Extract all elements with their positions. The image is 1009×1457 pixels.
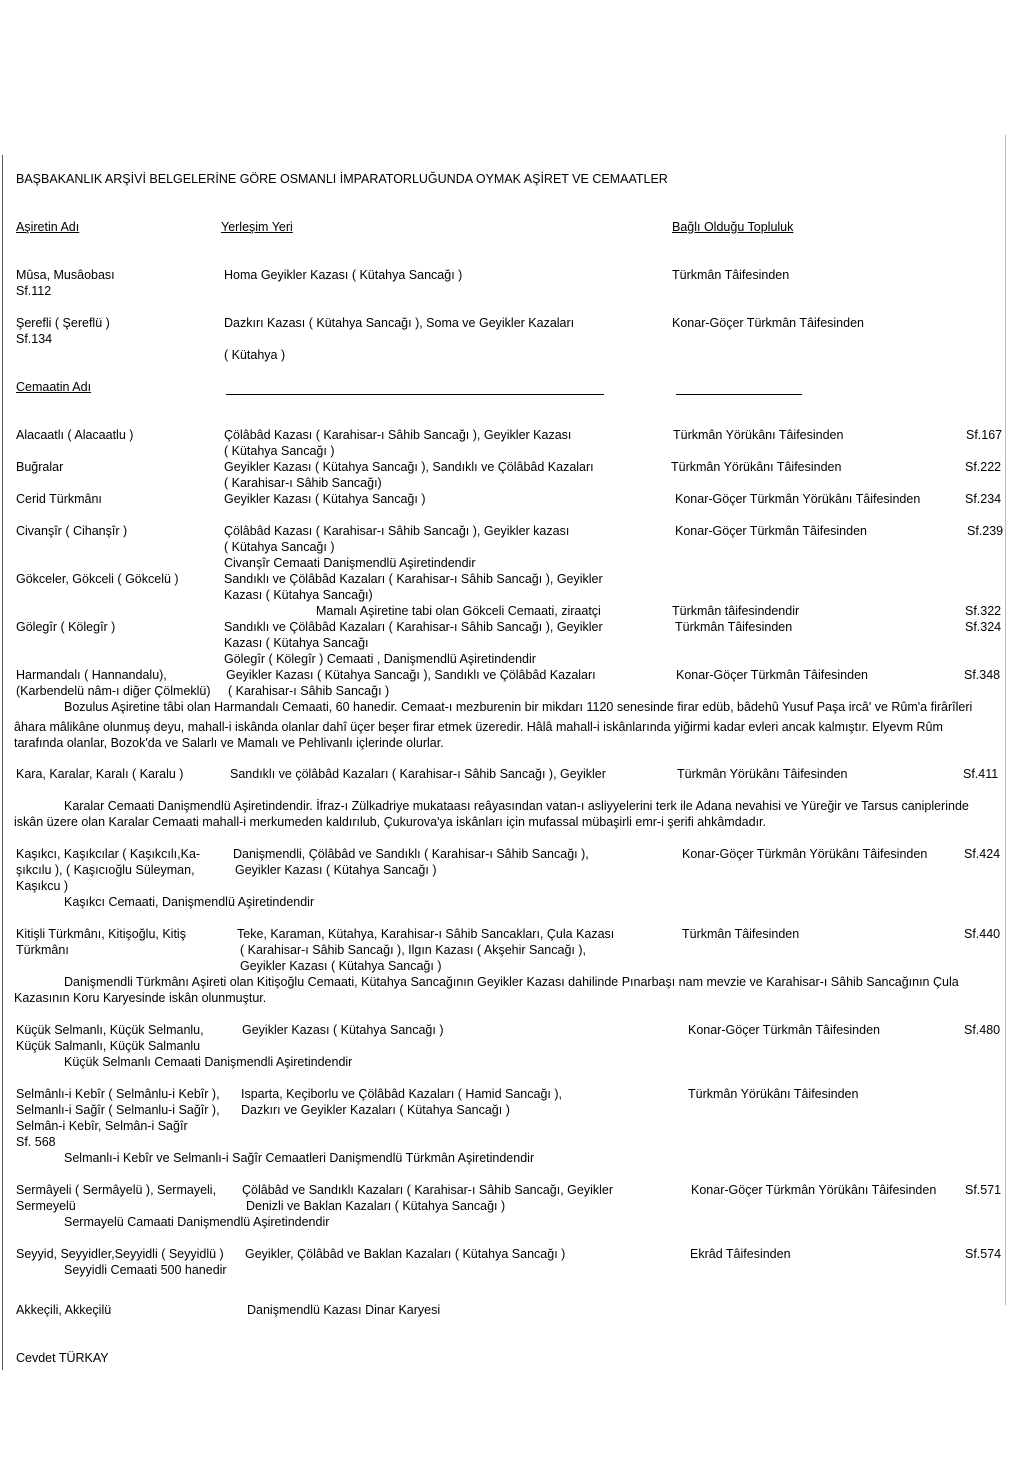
selmanli-page: Sf. 568 <box>16 1135 56 1149</box>
kitisli-page: Sf.440 <box>964 927 1001 941</box>
kara-paragraph-1: Karalar Cemaati Danişmendlü Aşiretindendir. İfraz-ı Zülkadriye mukataası reâyasından vatan-ı asliyyelerini terk ile Adana nevahisi ve Yüreğir ve Tarsus caniplerinde <box>64 799 969 813</box>
selmanli-place-2: Dazkırı ve Geyikler Kazaları ( Kütahya Sancağı ) <box>241 1103 510 1117</box>
selmanli-name-1: Selmânlı-i Kebîr ( Selmânlu-i Kebîr ), <box>16 1087 220 1101</box>
alacaatli-place-1: Çölâbâd Kazası ( Karahisar-ı Sâhib Sancağı ), Geyikler Kazası <box>224 428 572 442</box>
kucuk-name-1: Küçük Selmanlı, Küçük Selmanlu, <box>16 1023 204 1037</box>
akkecili-place: Danişmendlü Kazası Dinar Karyesi <box>247 1303 441 1317</box>
gokceler-place-2: Kazası ( Kütahya Sancağı) <box>224 588 373 602</box>
kitisli-name-1: Kitişli Türkmânı, Kitişoğlu, Kitiş <box>16 927 186 941</box>
kasikci-place-1: Danişmendli, Çölâbâd ve Sandıklı ( Karahisar-ı Sâhib Sancağı ), <box>233 847 589 861</box>
sermayeli-name-1: Sermâyeli ( Sermâyelü ), Sermayeli, <box>16 1183 217 1197</box>
author-signature: Cevdet TÜRKAY <box>16 1351 109 1365</box>
divider-line-left <box>226 394 604 395</box>
gokceler-page: Sf.322 <box>965 604 1002 618</box>
kasikci-group: Konar-Göçer Türkmân Yörükânı Tâifesinden <box>682 847 928 861</box>
kara-paragraph-2: iskân üzere olan Karalar Cemaati mahall-i merkumeden kaldırılub, Çukurova'ya iskânları için mufassal mübaşirli emr-i şerifi ahkâmdadır. <box>14 815 766 829</box>
divider-line-right <box>676 394 802 395</box>
sermayeli-note: Sermayelü Camaati Danişmendlü Aşiretindendir <box>64 1215 330 1229</box>
akkecili-name: Akkeçili, Akkeçilü <box>16 1303 112 1317</box>
harmandali-group: Konar-Göçer Türkmân Tâifesinden <box>676 668 868 682</box>
civansir-name: Civanşîr ( Cihanşîr ) <box>16 524 128 538</box>
kasikci-page: Sf.424 <box>964 847 1001 861</box>
harmandali-page: Sf.348 <box>964 668 1001 682</box>
harmandali-paragraph-3: tarafında olanlar, Bozok'da ve Salarlı ve Mamalı ve Pehlivanlı içlerinde olurlar. <box>14 736 444 750</box>
sermayeli-page: Sf.571 <box>965 1183 1002 1197</box>
civansir-place-2: ( Kütahya Sancağı ) <box>224 540 335 554</box>
gokceler-note: Mamalı Aşiretine tabi olan Gökceli Cemaati, ziraatçi <box>316 604 601 618</box>
kasikci-name-2: şıkcılu ), ( Kaşıcıoğlu Süleyman, <box>16 863 195 877</box>
kitisli-place-3: Geyikler Kazası ( Kütahya Sancağı ) <box>240 959 442 973</box>
golegir-place-2: Kazası ( Kütahya Sancağı <box>224 636 369 650</box>
selmanli-name-3: Selmân-i Kebîr, Selmân-i Sağîr <box>16 1119 188 1133</box>
kasikci-name-3: Kaşıkcu ) <box>16 879 69 893</box>
seyyid-group: Ekrâd Tâifesinden <box>690 1247 791 1261</box>
kasikci-note: Kaşıkcı Cemaati, Danişmendlü Aşiretindendir <box>64 895 315 909</box>
sermayeli-place-2: Denizli ve Baklan Kazaları ( Kütahya Sancağı ) <box>246 1199 506 1213</box>
harmandali-name-1: Harmandalı ( Hannandalu), <box>16 668 167 682</box>
selmanli-name-2: Selmanlı-i Sağîr ( Selmanlu-i Sağîr ), <box>16 1103 220 1117</box>
cerid-name: Cerid Türkmânı <box>16 492 102 506</box>
musa-group: Türkmân Tâifesinden <box>672 268 790 282</box>
kasikci-name-1: Kaşıkcı, Kaşıkcılar ( Kaşıkcılı,Ka- <box>16 847 201 861</box>
golegir-note: Gölegîr ( Kölegîr ) Cemaati , Danişmendlü Aşiretindendir <box>224 652 536 666</box>
seyyid-note: Seyyidli Cemaati 500 hanedir <box>64 1263 227 1277</box>
kara-page: Sf.411 <box>963 767 999 781</box>
left-page-border <box>2 155 3 1370</box>
harmandali-place-2: ( Karahisar-ı Sâhib Sancağı ) <box>228 684 390 698</box>
sermayeli-group: Konar-Göçer Türkmân Yörükânı Tâifesinden <box>691 1183 937 1197</box>
sermayeli-name-2: Sermeyelü <box>16 1199 76 1213</box>
civansir-place-1: Çölâbâd Kazası ( Karahisar-ı Sâhib Sancağı ), Geyikler kazası <box>224 524 570 538</box>
sermayeli-place-1: Çölâbâd ve Sandıklı Kazaları ( Karahisar-ı Sâhib Sancağı, Geyikler <box>242 1183 614 1197</box>
kitisli-place-2: ( Karahisar-ı Sâhib Sancağı ), Ilgın Kazası ( Akşehir Sancağı ), <box>240 943 586 957</box>
alacaatli-page: Sf.167 <box>966 428 1003 442</box>
cerid-place: Geyikler Kazası ( Kütahya Sancağı ) <box>224 492 426 506</box>
kucuk-group: Konar-Göçer Türkmân Tâifesinden <box>688 1023 880 1037</box>
cerid-group: Konar-Göçer Türkmân Yörükânı Tâifesinden <box>675 492 921 506</box>
gokceler-name: Gökceler, Gökceli ( Gökcelü ) <box>16 572 179 586</box>
alacaatli-group: Türkmân Yörükânı Tâifesinden <box>673 428 844 442</box>
kara-place: Sandıklı ve çölâbâd Kazaları ( Karahisar-ı Sâhib Sancağı ), Geyikler <box>230 767 606 781</box>
harmandali-name-2: (Karbendelü nâm-ı diğer Çölmeklü) <box>16 684 211 698</box>
serefli-name: Şerefli ( Şereflü ) <box>16 316 110 330</box>
kara-name: Kara, Karalar, Karalı ( Karalu ) <box>16 767 184 781</box>
kucuk-page: Sf.480 <box>964 1023 1001 1037</box>
gokceler-group: Türkmân tâifesindendir <box>672 604 800 618</box>
civansir-page: Sf.239 <box>967 524 1004 538</box>
kitisli-paragraph-2: Kazasının Koru Karyesinde iskân olunmuştur. <box>14 991 267 1005</box>
header-asiret: Aşiretin Adı <box>16 220 80 234</box>
selmanli-note: Selmanlı-i Kebîr ve Selmanlı-i Sağîr Cemaatleri Danişmendlü Türkmân Aşiretindendir <box>64 1151 535 1165</box>
golegir-name: Gölegîr ( Kölegîr ) <box>16 620 116 634</box>
kara-group: Türkmân Yörükânı Tâifesinden <box>677 767 848 781</box>
bugralar-page: Sf.222 <box>965 460 1002 474</box>
bugralar-place-2: ( Karahisar-ı Sâhib Sancağı) <box>224 476 382 490</box>
bugralar-group: Türkmân Yörükânı Tâifesinden <box>671 460 842 474</box>
document-title: BAŞBAKANLIK ARŞİVİ BELGELERİNE GÖRE OSMANLI İMPARATORLUĞUNDA OYMAK AŞİRET VE CEMAATLER <box>16 172 668 186</box>
civansir-note: Civanşîr Cemaati Danişmendlü Aşiretindendir <box>224 556 476 570</box>
header-bagli: Bağlı Olduğu Topluluk <box>672 220 794 234</box>
alacaatli-place-2: ( Kütahya Sancağı ) <box>224 444 335 458</box>
selmanli-place-1: Isparta, Keçiborlu ve Çölâbâd Kazaları ( Hamid Sancağı ), <box>241 1087 562 1101</box>
golegir-page: Sf.324 <box>965 620 1002 634</box>
cerid-page: Sf.234 <box>965 492 1002 506</box>
serefli-place-1: Dazkırı Kazası ( Kütahya Sancağı ), Soma ve Geyikler Kazaları <box>224 316 575 330</box>
kucuk-place: Geyikler Kazası ( Kütahya Sancağı ) <box>242 1023 444 1037</box>
header-cemaat: Cemaatin Adı <box>16 380 92 394</box>
alacaatli-name: Alacaatlı ( Alacaatlu ) <box>16 428 134 442</box>
seyyid-page: Sf.574 <box>965 1247 1002 1261</box>
musa-page: Sf.112 <box>16 284 52 298</box>
golegir-group: Türkmân Tâifesinden <box>675 620 793 634</box>
serefli-group: Konar-Göçer Türkmân Tâifesinden <box>672 316 864 330</box>
header-yerlesim: Yerleşim Yeri <box>221 220 293 234</box>
selmanli-group: Türkmân Yörükânı Tâifesinden <box>688 1087 859 1101</box>
harmandali-place-1: Geyikler Kazası ( Kütahya Sancağı ), Sandıklı ve Çölâbâd Kazaları <box>226 668 596 682</box>
kucuk-name-2: Küçük Salmanlı, Küçük Salmanlu <box>16 1039 201 1053</box>
kitisli-paragraph-1: Danişmendli Türkmânı Aşireti olan Kitişoğlu Cemaati, Kütahya Sancağının Geyikler Kazası dahilinde Pınarbaşı nam mevzie ve Karahisar-ı Sâhib Sancağının Çula <box>64 975 959 989</box>
bugralar-name: Buğralar <box>16 460 64 474</box>
right-page-border <box>1005 135 1006 1305</box>
kitisli-group: Türkmân Tâifesinden <box>682 927 800 941</box>
serefli-place-2: ( Kütahya ) <box>224 348 286 362</box>
kasikci-place-2: Geyikler Kazası ( Kütahya Sancağı ) <box>235 863 437 877</box>
musa-name: Mûsa, Musâobası <box>16 268 115 282</box>
harmandali-paragraph-1: Bozulus Aşiretine tâbi olan Harmandalı Cemaati, 60 hanedir. Cemaat-ı mezburenin bir mikdarı 1120 senesinde firar edüb, bâdehû Yusuf Paşa ircâ' ve Rûm'a firârîleri <box>64 700 973 714</box>
bugralar-place-1: Geyikler Kazası ( Kütahya Sancağı ), Sandıklı ve Çölâbâd Kazaları <box>224 460 594 474</box>
civansir-group: Konar-Göçer Türkmân Tâifesinden <box>675 524 867 538</box>
kitisli-name-2: Türkmânı <box>16 943 69 957</box>
golegir-place-1: Sandıklı ve Çölâbâd Kazaları ( Karahisar-ı Sâhib Sancağı ), Geyikler <box>224 620 603 634</box>
gokceler-place-1: Sandıklı ve Çölâbâd Kazaları ( Karahisar-ı Sâhib Sancağı ), Geyikler <box>224 572 603 586</box>
harmandali-paragraph-2: âhara mâlikâne olunmuş deyu, mahall-i iskânda olanlar dahî üçer beşer firar etmek üzeredir. Hâlâ mahall-i iskânlarında yiğirmi kadar evleri ancak kalmıştır. Elyevm Rûm <box>14 720 943 734</box>
kitisli-place-1: Teke, Karaman, Kütahya, Karahisar-ı Sâhib Sancakları, Çula Kazası <box>237 927 615 941</box>
seyyid-place: Geyikler, Çölâbâd ve Baklan Kazaları ( Kütahya Sancağı ) <box>245 1247 566 1261</box>
kucuk-note: Küçük Selmanlı Cemaati Danişmendli Aşiretindendir <box>64 1055 353 1069</box>
seyyid-name: Seyyid, Seyyidler,Seyyidli ( Seyyidlü ) <box>16 1247 224 1261</box>
musa-place: Homa Geyikler Kazası ( Kütahya Sancağı ) <box>224 268 463 282</box>
serefli-page: Sf.134 <box>16 332 53 346</box>
